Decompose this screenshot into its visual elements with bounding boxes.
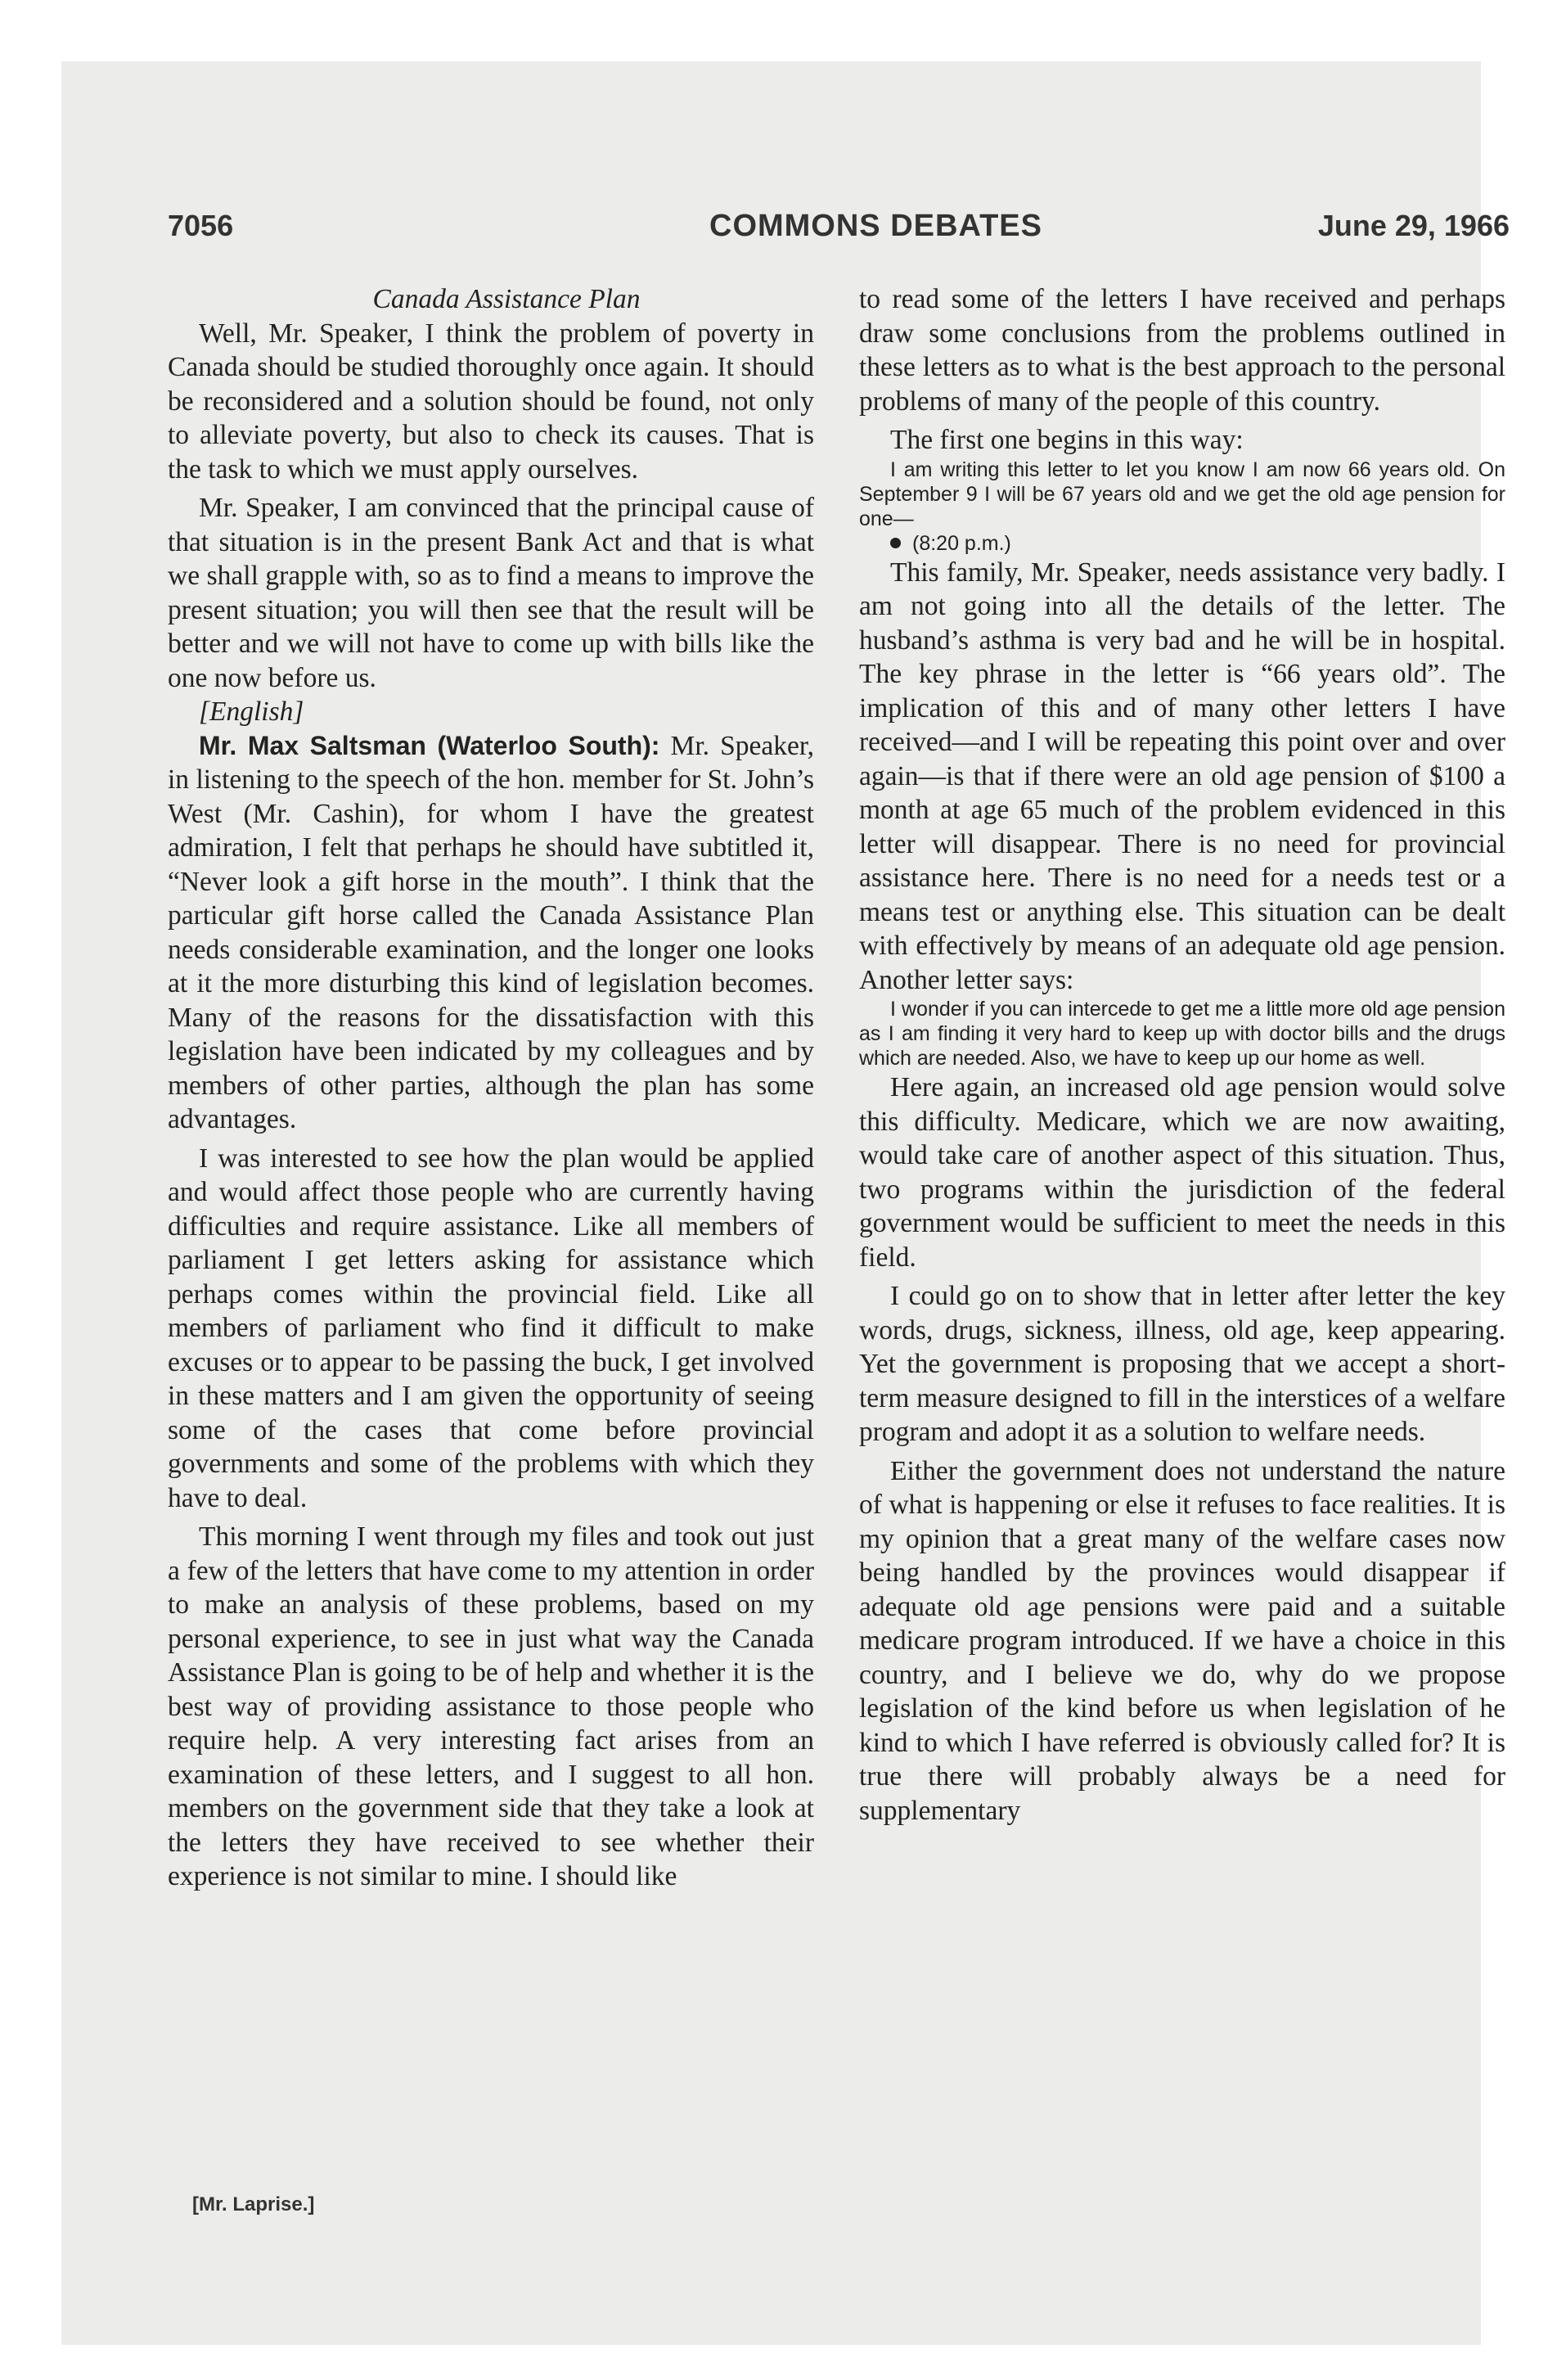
paragraph: Well, Mr. Speaker, I think the problem of poverty in Canada should be studied thoroughly once again. It should be reconsidered and a solution should be found, not only to alleviate poverty, but also to check its causes. That is the task to which we must apply ourselves. (168, 318, 814, 485)
paragraph: Either the government does not understand the nature of what is happening or else it refuses to face realities. It is my opinion that a great many of the welfare cases now being handled by the provinces would disappear if adequate old age pensions were paid and a suitable medicare program introduced. If we have a choice in this country, and I believe we do, why do we propose legislation of the kind before us when legislation of he kind to which I have referred is obviously called for? It is true there will probably always be a need for supplementary (859, 1455, 1505, 1826)
left-column (168, 282, 814, 1894)
paragraph: to read some of the letters I have received and perhaps draw some conclusions from the problems outlined in these letters as to what is the best approach to the personal problems of many of the people of this country. (859, 284, 1505, 417)
paragraph: The first one begins in this way: (890, 425, 1244, 455)
paragraph: I was interested to see how the plan would be applied and would affect those people who are currently having difficulties and require assistance. Like all members of parliament I get letters asking for assistance which perhaps comes within the provincial field. Like all members of parliament who find it difficult to make excuses or to appear to be passing the buck, I get involved in these matters and I am given the opportunity of seeing some of the cases that come before provincial governments and some of the problems with which they have to deal. (168, 1143, 814, 1513)
section-subhead: Canada Assistance Plan (372, 284, 641, 314)
time-text: (8:20 p.m.) (912, 531, 1011, 555)
language-marker: [English] (199, 696, 304, 727)
speech-text: Mr. Speaker, in listening to the speech of the hon. member for St. John’s West (Mr. Cashin), for whom I have the greatest admiration, I felt that perhaps he should have subtitled it, “Never look a gift horse in the mouth”. I think that the particular gift horse called the Canada Assistance Plan needs considerable examination, and the longer one looks at it the more disturbing this kind of legislation becomes. Many of the reasons for the dissatisfaction with this legislation have been indicated by my colleagues and by members of other parties, although the plan has some advantages. (168, 730, 815, 1134)
paragraph: This family, Mr. Speaker, needs assistance very badly. I am not going into all the details of the letter. The husband’s asthma is very bad and he will be in hospital. The key phrase in the letter is “66 years old”. The implication of this and of many other letters I have received—and I will be repeating this point over and over again—is that if there were an old age pension of $100 a month at age 65 much of the problem evidenced in this letter will disappear. There is no need for provincial assistance here. There is no need for a needs test or a means test or anything else. This situation can be dealt with effectively by means of an adequate old age pension. Another letter says: (859, 557, 1505, 995)
page-date: June 29, 1966 (1317, 209, 1510, 242)
paragraph: This morning I went through my files and took out just a few of the letters that have come to my attention in order to make an analysis of these problems, based on my personal experience, to see in just what way the Canada Assistance Plan is going to be of help and whether it is the best way of providing assistance to those people who require help. A very interesting fact arises from an examination of these letters, and I suggest to all hon. members on the government side that they take a look at the letters they have received to see whether their experience is not similar to mine. I should like (168, 1521, 814, 1891)
bullet-icon (890, 538, 901, 548)
right-column (859, 282, 1505, 1828)
time-marker (859, 531, 1505, 556)
speech-paragraph (168, 729, 814, 1137)
document-page (61, 61, 1510, 2345)
speaker-footer: [Mr. Laprise.] (192, 2193, 315, 2215)
page-number: 7056 (168, 209, 234, 242)
paragraph: I could go on to show that in letter after letter the key words, drugs, sickness, illness, old age, keep appearing. Yet the government is proposing that we accept a short-term measure designed to fill in the interstices of a welfare program and adopt it as a solution to welfare needs. (859, 1281, 1505, 1447)
page-header (168, 209, 1510, 266)
paragraph: Mr. Speaker, I am convinced that the principal cause of that situation is in the present Bank Act and that is what we shall grapple with, so as to find a means to improve the present situation; you will then see that the result will be better and we will not have to come up with bills like the one now before us. (168, 493, 814, 693)
speaker-name: Mr. Max Saltsman (Waterloo South): (199, 730, 660, 760)
letter-quote: I am writing this letter to let you know I am now 66 years old. On September 9 I will be 67 years old and we get the old age pension for one— (859, 458, 1505, 530)
publication-title: COMMONS DEBATES (709, 209, 1042, 243)
paragraph: Here again, an increased old age pension would solve this difficulty. Medicare, which we are now awaiting, would take care of another aspect of this situation. Thus, two programs within the jurisdiction of the federal government would be sufficient to meet the needs in this field. (859, 1072, 1505, 1273)
letter-quote: I wonder if you can intercede to get me a little more old age pension as I am finding it very hard to keep up with doctor bills and the drugs which are needed. Also, we have to keep up our home as well. (859, 998, 1505, 1070)
